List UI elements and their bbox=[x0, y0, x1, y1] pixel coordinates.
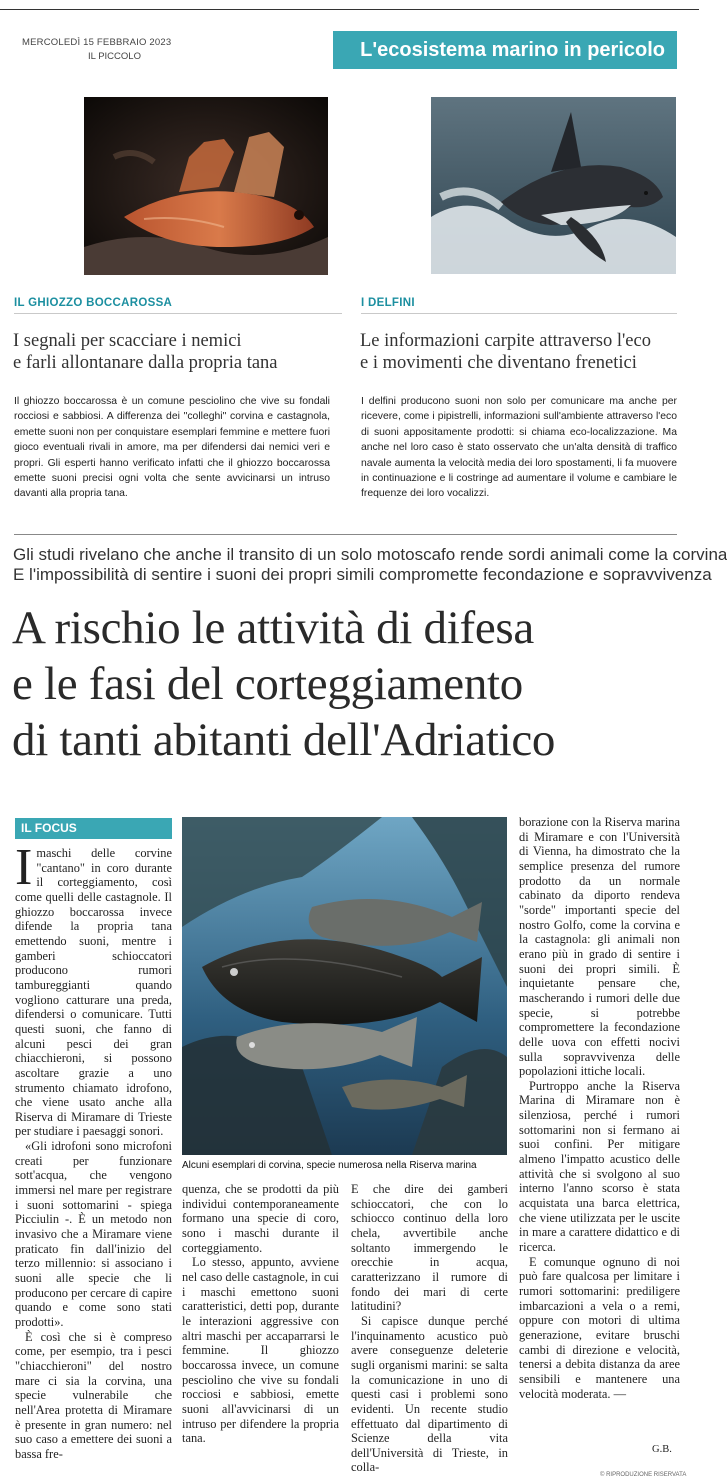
left-kicker: IL GHIOZZO BOCCAROSSA bbox=[14, 297, 173, 309]
left-subhead-2: e farli allontanare dalla propria tana bbox=[13, 353, 278, 373]
col2-paragraph-2: Lo stesso, appunto, avviene nel caso delle castagnole, in cui i maschi emettono suoni caratteristici, detti pop, durante le interazioni aggressive con altri maschi per accaparrarsi le femmine. Il ghiozzo boccarossa invece, un comune pesciolino che vive su fondali rocciosi e sabbiosi, emette suoni all'avvicinarsi di un intruso per difendere la propria tana. bbox=[182, 1255, 339, 1446]
left-body: Il ghiozzo boccarossa è un comune pesciolino che vive su fondali rocciosi e sabbiosi. A differenza dei "colleghi" corvina e castagnola, emette suoni non per conquistare esemplari femmine e mettere fuori gioco eventuali rivali in amore, ma per difendersi dai nemici veri e propri. Gli esperti hanno verificato infatti che il ghiozzo boccarossa emette suoni precisi ogni volta che sente avvicinarsi un intruso davanti alla propria tana. bbox=[14, 396, 330, 500]
col4-paragraph-2: Purtroppo anche la Riserva Marina di Miramare non è silenziosa, perché i rumori sottomarini non si fermano ai suoi confini. Per mitigare almeno l'impatto acustico delle attività che si svolgono al suo interno l'anno scorso è stata acquistata una barca elettrica, che viene utilizzata per le uscite in mare a carattere didattico e di ricerca. bbox=[519, 1078, 680, 1255]
right-subhead-2: e i movimenti che diventano frenetici bbox=[360, 353, 637, 373]
col1-paragraph-3: È così che si è compreso come, per esempio, tra i pesci "chiacchieroni" del nostro mare ci sia la corvina, una specie vulnerabile che nell'Area protetta di Miramare è presente in gran numero: nel suo caso a emettere dei suoni a bassa fre- bbox=[15, 1329, 172, 1461]
col3-paragraph-2: Si capisce dunque perché l'inquinamento acustico può avere conseguenze deleterie sugli organismi marini: se salta la comunicazione in uno di questi casi i problemi sono evidenti. Un recente studio effettuato dal dipartimento di Scienze della vita dell'Università di Trieste, in colla- bbox=[351, 1313, 508, 1475]
col1-paragraph-1: maschi delle corvine "cantano" in coro durante il corteggiamento, così come quelli delle castagnole. Il ghiozzo boccarossa invece difende la propria tana emettendo suoni, mentre i gamberi schioccatori producono rumori tambureggianti quando vogliono catturare una preda, difendersi o comunicare. Tutti questi suoni, che fanno di alcuni pesci dei gran chiacchieroni, si possono ascoltare grazie a uno strumento chiamato idrofono, che viene usato anche alla Riserva di Miramare di Trieste per studiare i paesaggi sonori. bbox=[15, 846, 172, 1139]
section-rule bbox=[14, 534, 677, 535]
reproduction-notice: © RIPRODUZIONE RISERVATA bbox=[600, 1472, 687, 1478]
dolphin-photo bbox=[431, 97, 676, 274]
right-kicker: I DELFINI bbox=[361, 297, 415, 309]
deck-line-1: Gli studi rivelano che anche il transito di un solo motoscafo rende sordi animali come la corvina bbox=[13, 545, 727, 564]
author-signature: G.B. bbox=[652, 1444, 672, 1455]
focus-label: IL FOCUS bbox=[15, 818, 172, 839]
section-banner bbox=[333, 31, 677, 69]
col4-paragraph-1: borazione con la Riserva marina di Miramare e con l'Università di Vienna, ha dimostrato che la semplice presenza del rumore prodotto da un normale cabinato da diporto rendeva "sorde" importanti specie del nostro Golfo, come la corvina e la castagnola: gli animali non erano più in grado di sentire i suoni dei propri simili. È inquietante pensare che, mascherando i rumori delle due specie, si potrebbe compromettere la fecondazione delle uova con effetti nocivi sulla sopravvivenza delle popolazioni ittiche locali. bbox=[519, 815, 680, 1079]
column-3 bbox=[351, 1182, 508, 1475]
right-kicker-rule bbox=[361, 313, 677, 314]
col3-paragraph-1: E che dire dei gamberi schioccatori, che con lo schiocco continuo della loro chela, avvertibile anche soltanto immergendo le orecchie in acqua, caratterizzano il rumore di fondo dei mari di certe latitudini? bbox=[351, 1182, 508, 1314]
col4-paragraph-3: E comunque ognuno di noi può fare qualcosa per limitare i rumori sottomarini: prediligere imbarcazioni a vela o a remi, oppure con motori di ultima generazione, evitare bruschi cambi di direzione e velocità, tenersi a debita distanza da aree sensibili e mantenere una velocità moderata. — bbox=[519, 1254, 680, 1401]
column-4 bbox=[519, 815, 680, 1443]
top-rule bbox=[0, 9, 699, 10]
newspaper-name: IL PICCOLO bbox=[88, 51, 141, 62]
goby-photo bbox=[84, 97, 328, 275]
headline-line-1: A rischio le attività di difesa bbox=[12, 602, 534, 654]
drop-cap: I bbox=[15, 839, 33, 896]
right-body: I delfini producono suoni non solo per comunicare ma anche per ricevere, come i pipistrelli, informazioni sull'ambiente attraverso l'eco di suoni appositamente prodotti: si chiama eco-localizzazione. Ma anche nel loro caso è stato osservato che un'alta densità di traffico navale aumenta la velocità media dei loro spostamenti, li fa muovere in continuazione e li costringe ad aumentare il volume e cambiare le frequenze dei loro vocalizzi. bbox=[361, 396, 677, 500]
headline-line-3: di tanti abitanti dell'Adriatico bbox=[12, 714, 556, 766]
column-2 bbox=[182, 1182, 339, 1452]
section-title: L'ecosistema marino in pericolo bbox=[360, 39, 665, 61]
column-1 bbox=[15, 839, 172, 1461]
col2-paragraph-1: quenza, che se prodotti da più individui contemporaneamente formano una specie di coro, sono i maschi durante il corteggiamento. bbox=[182, 1182, 339, 1255]
headline-line-2: e le fasi del corteggiamento bbox=[12, 658, 523, 710]
right-subhead-1: Le informazioni carpite attraverso l'eco bbox=[360, 331, 651, 351]
left-subhead-1: I segnali per scacciare i nemici bbox=[13, 331, 242, 351]
left-kicker-rule bbox=[14, 313, 342, 314]
issue-date: MERCOLEDÌ 15 FEBBRAIO 2023 bbox=[22, 37, 172, 48]
deck-line-2: E l'impossibilità di sentire i suoni dei propri simili compromette fecondazione e sopravvivenza bbox=[13, 565, 712, 584]
photo-caption: Alcuni esemplari di corvina, specie numerosa nella Riserva marina bbox=[182, 1160, 477, 1171]
col1-paragraph-2: «Gli idrofoni sono microfoni creati per funzionare sott'acqua, che vengono immersi nel mare per registrare i suoni sottomarini - spiega Picciulin -. È un metodo non invasivo che a Miramare viene praticato fin dall'inizio del terzo millennio: si associano i suoni alle specie che li producono per cercare di capire quando e come sono stati prodotti». bbox=[15, 1139, 172, 1329]
corvina-photo bbox=[182, 817, 507, 1155]
